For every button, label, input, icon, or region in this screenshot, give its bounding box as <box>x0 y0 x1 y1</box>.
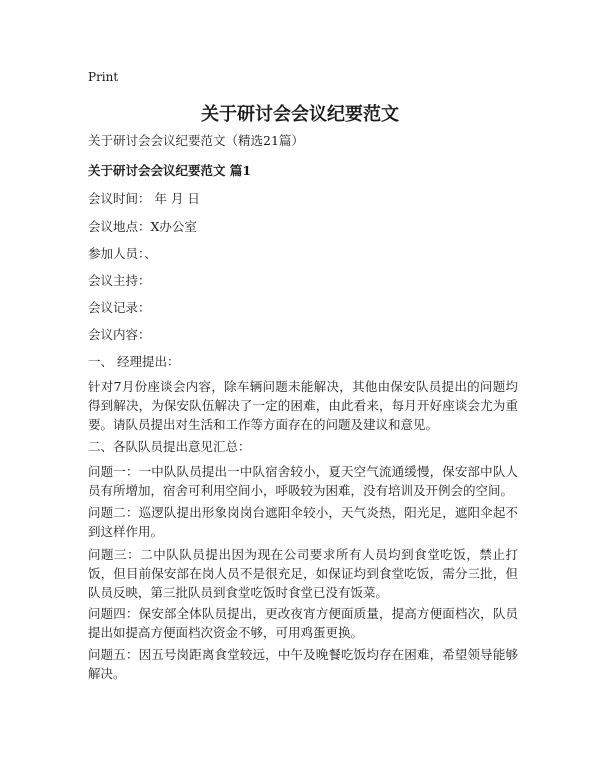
section1-heading: 一、 经理提出： <box>88 354 180 369</box>
meeting-time: 会议时间： 年 月 日 <box>88 191 200 206</box>
issue-1: 问题一：一中队队员提出一中队宿舍较小，夏天空气流通缓慢，保安部中队人员有所增加，宿舍可利用空间小，呼吸较为困难，没有培训及开例会的空间。 <box>88 464 518 498</box>
issue-3: 问题三：二中队队员提出因为现在公司要求所有人员均到食堂吃饭，禁止打饭，但目前保安部在岗人员不是很充足，如保证均到食堂吃饭，需分三批，但队员反映，第三批队员到食堂吃饭时食堂已没有饭菜。 <box>88 547 518 600</box>
attendees: 参加人员：、 <box>88 246 157 261</box>
section-heading: 关于研讨会会议纪要范文 篇1 <box>88 163 252 178</box>
section1-paragraph: 针对7月份座谈会内容，除车辆问题未能解决，其他由保安队员提出的问题均得到解决，为保安队伍解决了一定的困难，由此看来，每月开好座谈会尤为重要。请队员提出对生活和工作等方面存在的问题及建议和意见。 <box>88 379 518 432</box>
document-subtitle: 关于研讨会会议纪要范文（精选21篇） <box>88 133 304 148</box>
document-title: 关于研讨会会议纪要范文 <box>201 104 399 125</box>
issue-5: 问题五：因五号岗距离食堂较远，中午及晚餐吃饭均存在困难，希望领导能够解决。 <box>88 647 518 681</box>
meeting-place: 会议地点：X办公室 <box>88 219 197 234</box>
meeting-recorder: 会议记录： <box>88 300 151 315</box>
print-label[interactable]: Print <box>88 70 119 84</box>
meeting-content: 会议内容： <box>88 327 151 342</box>
issue-4: 问题四：保安部全体队员提出，更改夜宵方便面质量，提高方便面档次，队员提出如提高方便面档次资金不够，可用鸡蛋更换。 <box>88 606 518 640</box>
meeting-host: 会议主持： <box>88 273 151 288</box>
section2-heading: 二、各队队员提出意见汇总： <box>88 439 251 454</box>
issue-2: 问题二：巡逻队提出形象岗岗台遮阳伞较小，天气炎热，阳光足，遮阳伞起不到这样作用。 <box>88 505 518 539</box>
